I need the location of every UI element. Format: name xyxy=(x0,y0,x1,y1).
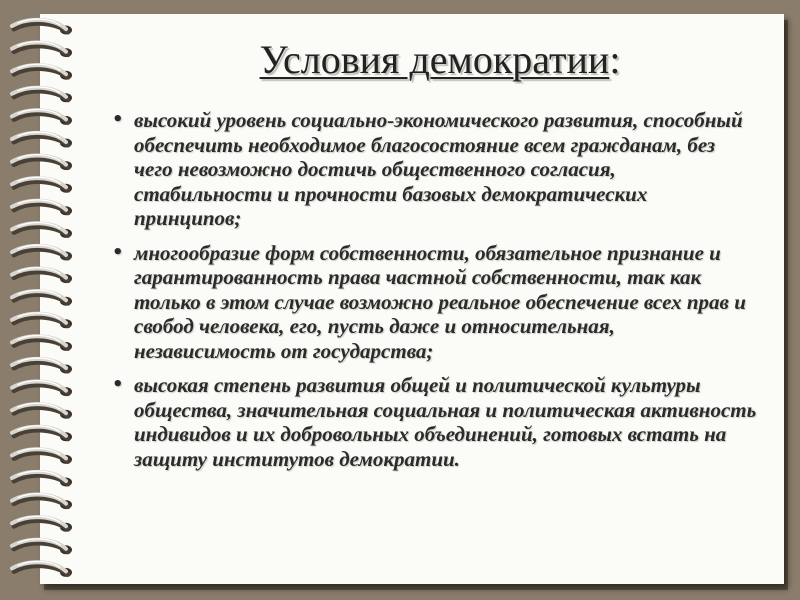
spiral-binding xyxy=(0,0,100,600)
spiral-ring xyxy=(12,155,72,170)
bullet-marker: • xyxy=(112,374,124,395)
bullet-marker: • xyxy=(112,241,124,263)
spiral-ring xyxy=(12,42,72,57)
spiral-ring xyxy=(12,245,72,260)
spiral-ring xyxy=(12,381,72,396)
slide-title xyxy=(100,36,780,83)
bullet-marker: • xyxy=(112,109,124,130)
spiral-ring xyxy=(12,87,72,102)
spiral-ring xyxy=(12,358,72,373)
spiral-ring xyxy=(12,561,72,576)
bullet-text: многообразие форм собственности, обязательное признание и гарантированность права частной собственности, так как только в этом случае возможно реальное обеспечение всех прав и свобод человека, его, пусть даже и относительная, независимость от государства; xyxy=(134,240,746,363)
spiral-ring xyxy=(12,200,72,215)
spiral-ring xyxy=(12,426,72,441)
spiral-ring xyxy=(12,132,72,147)
spiral-ring xyxy=(12,448,72,463)
bullet-item xyxy=(108,373,758,471)
spiral-ring xyxy=(12,335,72,350)
spiral-ring xyxy=(12,471,72,486)
spiral-ring xyxy=(12,494,72,509)
spiral-ring xyxy=(12,19,72,34)
spiral-ring xyxy=(12,64,72,79)
spiral-ring xyxy=(12,290,72,305)
spiral-ring xyxy=(12,516,72,531)
slide-title-text: Условия демократии xyxy=(259,37,610,82)
spiral-ring xyxy=(12,268,72,283)
bullet-text: высокая степень развития общей и политической культуры общества, значительная социальная и политическая активность индивидов и их добровольных объединений, готовых встать на защиту институтов демократии. xyxy=(134,373,757,471)
spiral-ring xyxy=(12,222,72,237)
spiral-ring xyxy=(12,403,72,418)
bullet-item xyxy=(108,108,758,231)
bullet-item xyxy=(108,241,758,364)
spiral-ring xyxy=(12,313,72,328)
slide-title-colon: : xyxy=(609,37,621,82)
bullet-list xyxy=(108,108,758,481)
bullet-text: высокий уровень социально-экономического развития, способный обеспечить необходимое благосостояние всем гражданам, без чего невозможно достичь общественного согласия, стабильности и прочности базовых демократических принципов; xyxy=(134,108,743,230)
spiral-ring xyxy=(12,109,72,124)
spiral-ring xyxy=(12,177,72,192)
spiral-ring xyxy=(12,539,72,554)
